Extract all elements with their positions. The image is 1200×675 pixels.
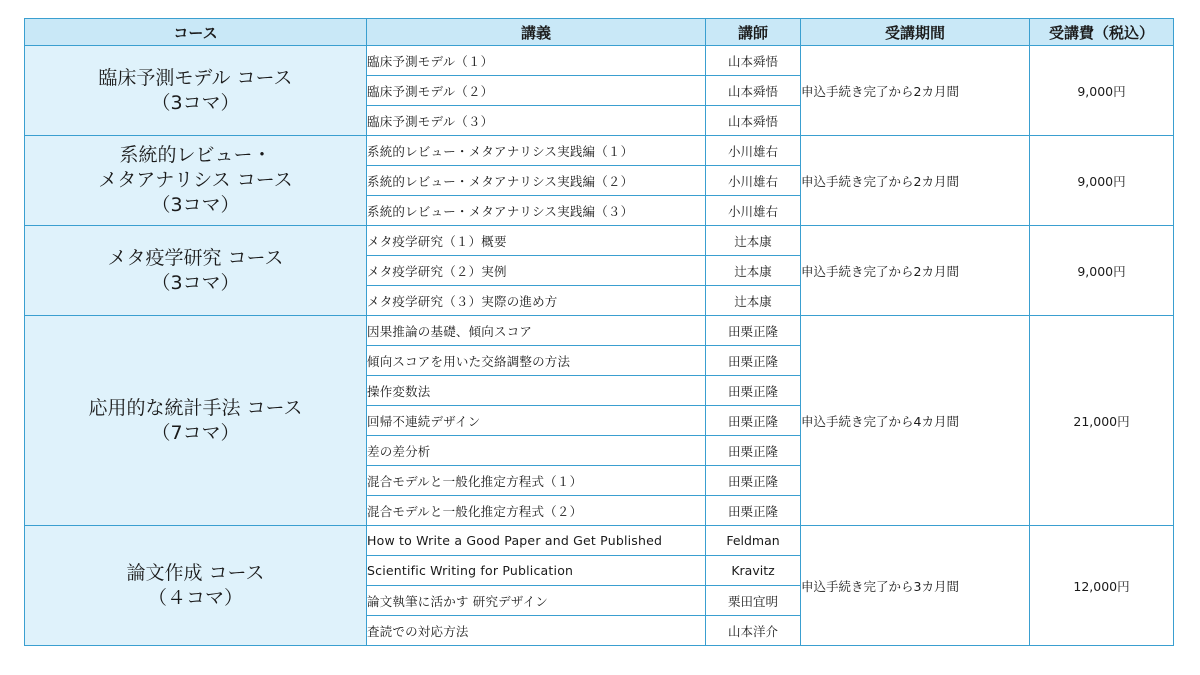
lecture-title-cell: 臨床予測モデル（１） [367,46,706,76]
fee-cell: 12,000円 [1030,526,1174,646]
lecture-title-cell: 因果推論の基礎、傾向スコア [367,316,706,346]
period-cell: 申込手続き完了から2カ月間 [801,136,1030,226]
fee-cell: 9,000円 [1030,136,1174,226]
instructor-cell: 田栗正隆 [706,466,801,496]
period-cell: 申込手続き完了から2カ月間 [801,226,1030,316]
lecture-title-cell: 傾向スコアを用いた交絡調整の方法 [367,346,706,376]
instructor-cell: 田栗正隆 [706,376,801,406]
table-row [25,316,1174,346]
instructor-cell: 栗田宜明 [706,586,801,616]
course-name-line: メタ疫学研究 コース [107,246,284,269]
course-name-cell [25,526,367,646]
lecture-title-cell: 回帰不連続デザイン [367,406,706,436]
header-row [25,19,1174,46]
course-name-cell [25,316,367,526]
instructor-cell: 山本舜悟 [706,46,801,76]
period-cell: 申込手続き完了から2カ月間 [801,46,1030,136]
instructor-cell: 田栗正隆 [706,316,801,346]
instructor-cell: 小川雄右 [706,166,801,196]
course-name-line: 応用的な統計手法 コース [88,396,303,419]
table-row [25,526,1174,556]
lecture-title-cell: 臨床予測モデル（２） [367,76,706,106]
lecture-title-cell: 査読での対応方法 [367,616,706,646]
instructor-cell: 山本舜悟 [706,106,801,136]
course-name-cell [25,226,367,316]
instructor-cell: 小川雄右 [706,136,801,166]
instructor-cell: 田栗正隆 [706,406,801,436]
lecture-title-cell: 系統的レビュー・メタアナリシス実践編（２） [367,166,706,196]
fee-cell: 9,000円 [1030,46,1174,136]
instructor-cell: 辻本康 [706,286,801,316]
course-name-cell [25,46,367,136]
lecture-title-cell: 混合モデルと一般化推定方程式（２） [367,496,706,526]
table-row [25,136,1174,166]
lecture-title-cell: メタ疫学研究（２）実例 [367,256,706,286]
course-name-line: 系統的レビュー・ [119,144,272,166]
lecture-title-cell: 系統的レビュー・メタアナリシス実践編（３） [367,196,706,226]
lecture-title-cell: 差の差分析 [367,436,706,466]
course-name-line: （3コマ） [151,194,240,216]
instructor-cell: 田栗正隆 [706,496,801,526]
course-name-line: （４コマ） [147,586,243,609]
course-name-line: メタアナリシス コース [98,169,293,191]
instructor-cell: 田栗正隆 [706,436,801,466]
header-lecture: 講義 [367,19,706,46]
table-row [25,46,1174,76]
lecture-title-cell: メタ疫学研究（１）概要 [367,226,706,256]
course-name-line: （7コマ） [151,421,240,444]
header-period: 受講期間 [801,19,1030,46]
lecture-title-cell: 論文執筆に活かす 研究デザイン [367,586,706,616]
instructor-cell: Feldman [706,526,801,556]
course-name-line: 臨床予測モデル コース [98,66,293,89]
period-cell: 申込手続き完了から3カ月間 [801,526,1030,646]
period-cell: 申込手続き完了から4カ月間 [801,316,1030,526]
instructor-cell: 辻本康 [706,226,801,256]
instructor-cell: 山本洋介 [706,616,801,646]
lecture-title-cell: 系統的レビュー・メタアナリシス実践編（１） [367,136,706,166]
header-fee: 受講費（税込） [1030,19,1174,46]
lecture-title-cell: 臨床予測モデル（３） [367,106,706,136]
header-course: コース [25,19,367,46]
instructor-cell: 山本舜悟 [706,76,801,106]
course-name-line: （3コマ） [151,271,240,294]
lecture-title-cell: Scientific Writing for Publication [367,556,706,586]
lecture-title-cell: How to Write a Good Paper and Get Published [367,526,706,556]
table-row [25,226,1174,256]
instructor-cell: 田栗正隆 [706,346,801,376]
course-name-line: 論文作成 コース [126,561,265,584]
course-name-cell [25,136,367,226]
instructor-cell: 小川雄右 [706,196,801,226]
instructor-cell: 辻本康 [706,256,801,286]
lecture-title-cell: 操作変数法 [367,376,706,406]
fee-cell: 9,000円 [1030,226,1174,316]
table-body [25,46,1174,646]
header-instructor: 講師 [706,19,801,46]
course-name-line: （3コマ） [151,91,240,114]
lecture-title-cell: 混合モデルと一般化推定方程式（１） [367,466,706,496]
lecture-title-cell: メタ疫学研究（３）実際の進め方 [367,286,706,316]
course-table [24,18,1174,646]
fee-cell: 21,000円 [1030,316,1174,526]
instructor-cell: Kravitz [706,556,801,586]
